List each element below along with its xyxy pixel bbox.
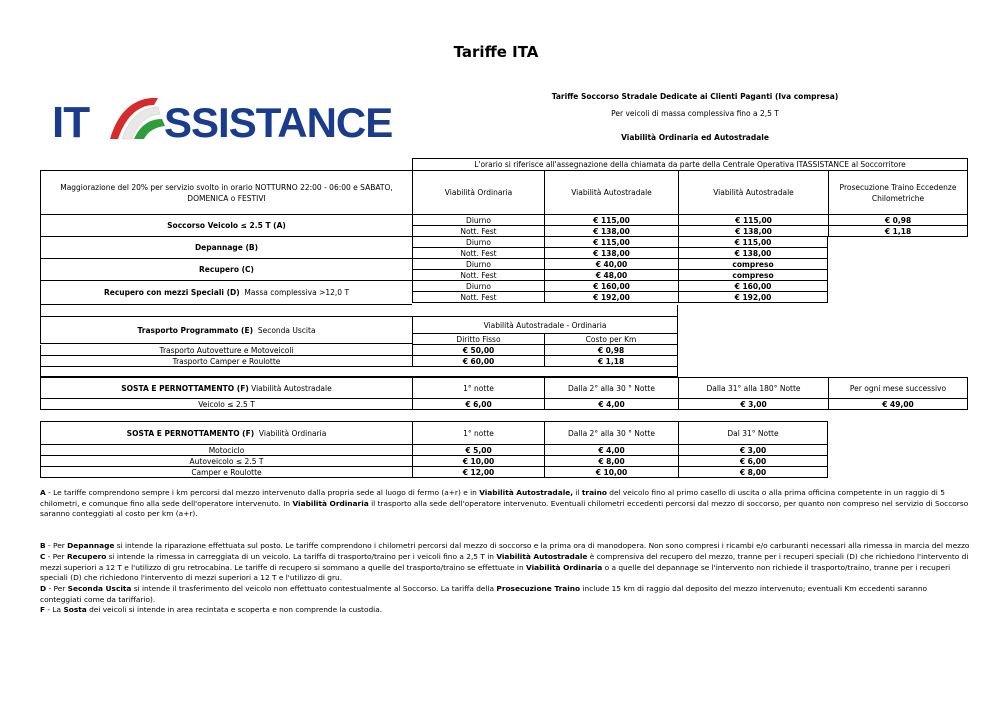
note-d: D - Per Seconda Uscita si intende il trasferimento del veicolo non effettuato contestualmente al Soccorso. La tariffa della Prosecuzione Traino include 15 km di raggio dal deposito del mezzo intervenuto; eventuali Km eccedenti saranno conteggiati come da tariffario).: [40, 584, 928, 604]
sosta-aut-value: € 49,00: [828, 399, 968, 410]
sosta-ord-col: Dalla 2° alla 30 ° Notte: [544, 421, 678, 445]
ord: € 138,00: [544, 226, 678, 237]
pro: € 0,98: [828, 215, 968, 226]
note-f: F - La Sosta dei veicoli si intende in area recintata e scoperta e non comprende la custodia.: [40, 605, 383, 614]
sosta-aut-col: Dalla 31° alla 180° Notte: [678, 377, 828, 399]
sosta-aut-value: € 3,00: [678, 399, 828, 410]
period: Diurno: [412, 215, 544, 226]
trasporto-fisso: € 50,00: [412, 345, 544, 356]
aut: compreso: [678, 259, 828, 270]
spacer-row: [40, 305, 678, 317]
sosta-ord-row-label: Camper e Roulotte: [40, 467, 412, 478]
ord: € 115,00: [544, 215, 678, 226]
period: Diurno: [412, 259, 544, 270]
header-line2: Per veicoli di massa complessiva fino a 2,5 T: [611, 109, 779, 118]
service-d-extra: Massa complessiva >12,0 T: [239, 288, 350, 297]
spacer-row: [40, 367, 678, 377]
trasporto-row-label: Trasporto Camper e Roulotte: [40, 356, 412, 367]
sosta-aut-value: € 4,00: [544, 399, 678, 410]
ord: € 160,00: [544, 281, 678, 292]
trasporto-col2: Costo per Km: [544, 334, 678, 345]
ord: € 192,00: [544, 292, 678, 303]
sosta-aut-col: Dalla 2° alla 30 ° Notte: [544, 377, 678, 399]
trasporto-subtitle: Seconda Uscita: [253, 325, 316, 335]
period: Nott. Fest: [412, 270, 544, 281]
period: Diurno: [412, 281, 544, 292]
sosta-ord-value: € 8,00: [678, 467, 828, 478]
col-autostradale: Viabilità Autostradale: [544, 170, 678, 215]
sosta-ord-value: € 8,00: [544, 456, 678, 467]
period: Nott. Fest: [412, 292, 544, 303]
note-b: B - Per Depannage si intende la riparazione effettuata sul posto. Le tariffe comprendono i chilometri percorsi dal mezzo di soccorso e la prima ora di manodopera. Non sono compresi i ricambi e/o carburanti necessari alla rimessa in marcia del mezzo: [40, 541, 970, 550]
maggiorazione-note: Maggiorazione del 20% per servizio svolto in orario NOTTURNO 22:00 - 06:00 e SABATO, DOMENICA o FESTIVI: [40, 170, 412, 215]
header-line3: Viabilità Ordinaria ed Autostradale: [621, 133, 769, 142]
sosta-ord-value: € 5,00: [412, 445, 544, 456]
sosta-aut-row-label: Veicolo ≤ 2.5 T: [40, 399, 412, 410]
trasporto-km: € 1,18: [544, 356, 678, 367]
sosta-aut-title-text: SOSTA E PERNOTTAMENTO (F): [121, 383, 249, 393]
itassistance-logo: [52, 95, 402, 143]
aut: € 192,00: [678, 292, 828, 303]
sosta-ord-title-text: SOSTA E PERNOTTAMENTO (F): [126, 428, 255, 438]
aut: € 160,00: [678, 281, 828, 292]
period: Diurno: [412, 237, 544, 248]
svg-text:SSISTANCE: SSISTANCE: [164, 99, 393, 143]
sosta-ord-value: € 10,00: [412, 456, 544, 467]
ord: € 48,00: [544, 270, 678, 281]
sosta-ord-value: € 3,00: [678, 445, 828, 456]
ord: € 40,00: [544, 259, 678, 270]
sosta-aut-title: [40, 377, 412, 399]
sosta-aut-value: € 6,00: [412, 399, 544, 410]
sosta-ord-subtitle: Viabilità Ordinaria: [254, 428, 327, 438]
sosta-ord-value: € 6,00: [678, 456, 828, 467]
ord: € 115,00: [544, 237, 678, 248]
time-note: L'orario si riferisce all'assegnazione della chiamata da parte della Centrale Operativa ITASSISTANCE al Soccorritore: [412, 158, 968, 170]
aut: € 115,00: [678, 215, 828, 226]
aut: € 115,00: [678, 237, 828, 248]
trasporto-header: Viabilità Autostradale - Ordinaria: [412, 317, 678, 334]
svg-text:ITASSISTANCE: ITASSISTANCE: [52, 95, 60, 96]
sosta-ord-title: [40, 421, 412, 445]
page-title: Tariffe ITA: [453, 43, 539, 61]
sosta-ord-value: € 10,00: [544, 467, 678, 478]
sosta-ord-row-label: Autoveicolo ≤ 2.5 T: [40, 456, 412, 467]
service-d-name: Recupero con mezzi Speciali (D): [103, 288, 240, 297]
sosta-aut-col: Per ogni mese successivo: [828, 377, 968, 399]
sosta-ord-col: Dal 31° Notte: [678, 421, 828, 445]
trasporto-fisso: € 60,00: [412, 356, 544, 367]
note-c: C - Per Recupero si intende la rimessa in carreggiata di un veicolo. La tariffa di trasporto/traino per i veicoli fino a 2,5 T in Viabilità Autostradale è comprensiva del recupero del mezzo, tranne per i recuperi speciali (D) che richiedono l'intervento di mezzi superiori a 12 T e l'utilizzo di gru retrocabina. Le tariffe di recupero si sommano a quelle del trasporto/traino se effettuate in Viabilità Ordinaria o a quelle del depannage se l'intervento non richiede il trasporto/traino, tranne per i recuperi speciali (D) che richiedono l'intervento di mezzi superiori a 12 T e l'utilizzo di gru.: [40, 552, 969, 582]
col-autostradale-label: Viabilità Autostradale: [713, 188, 794, 197]
trasporto-row-label: Trasporto Autovetture e Motoveicoli: [40, 345, 412, 356]
col-autostradale-spacer: [678, 170, 828, 215]
pro: € 1,18: [828, 226, 968, 237]
sosta-ord-row-label: Motociclo: [40, 445, 412, 456]
service-b: Depannage (B): [40, 237, 412, 259]
aut: € 138,00: [678, 226, 828, 237]
sosta-aut-col: 1° notte: [412, 377, 544, 399]
service-d: [40, 281, 412, 305]
aut: compreso: [678, 270, 828, 281]
svg-text:IT: IT: [52, 98, 90, 143]
note-a: A - Le tariffe comprendono sempre i km percorsi dal mezzo intervenuto dalla propria sede al luogo di fermo (a+r) e in Viabilità Autostradale, il traino del veicolo fino al primo casello di uscita o alla prima officina competente in un raggio di 5 chilometri, e comunque fino alla sede dell'operatore intervenuto. In Viabilità Ordinaria il trasporto alla sede dell'operatore intervenuto. Eventuali chilometri eccedenti percorsi dal mezzo di soccorso, per quanto non compreso nel servizio di Soccorso saranno conteggiati al costo per km (a+r).: [40, 488, 969, 518]
aut: € 138,00: [678, 248, 828, 259]
period: Nott. Fest: [412, 226, 544, 237]
trasporto-col1: Diritto Fisso: [412, 334, 544, 345]
sosta-ord-col: 1° notte: [412, 421, 544, 445]
col-prosecuzione: Prosecuzione Traino Eccedenze Chilometriche: [828, 170, 968, 215]
trasporto-km: € 0,98: [544, 345, 678, 356]
sosta-ord-value: € 12,00: [412, 467, 544, 478]
service-a: Soccorso Veicolo ≤ 2.5 T (A): [40, 215, 412, 237]
ord: € 138,00: [544, 248, 678, 259]
trasporto-title-text: Trasporto Programmato (E): [137, 325, 254, 335]
sosta-ord-value: € 4,00: [544, 445, 678, 456]
trasporto-title: [40, 317, 412, 344]
sosta-aut-subtitle: Viabilità Autostradale: [248, 383, 332, 393]
col-ordinaria: Viabilità Ordinaria: [412, 170, 544, 215]
service-c: Recupero (C): [40, 259, 412, 281]
period: Nott. Fest: [412, 248, 544, 259]
header-line1: Tariffe Soccorso Stradale Dedicate ai Clienti Paganti (Iva compresa): [551, 92, 839, 101]
